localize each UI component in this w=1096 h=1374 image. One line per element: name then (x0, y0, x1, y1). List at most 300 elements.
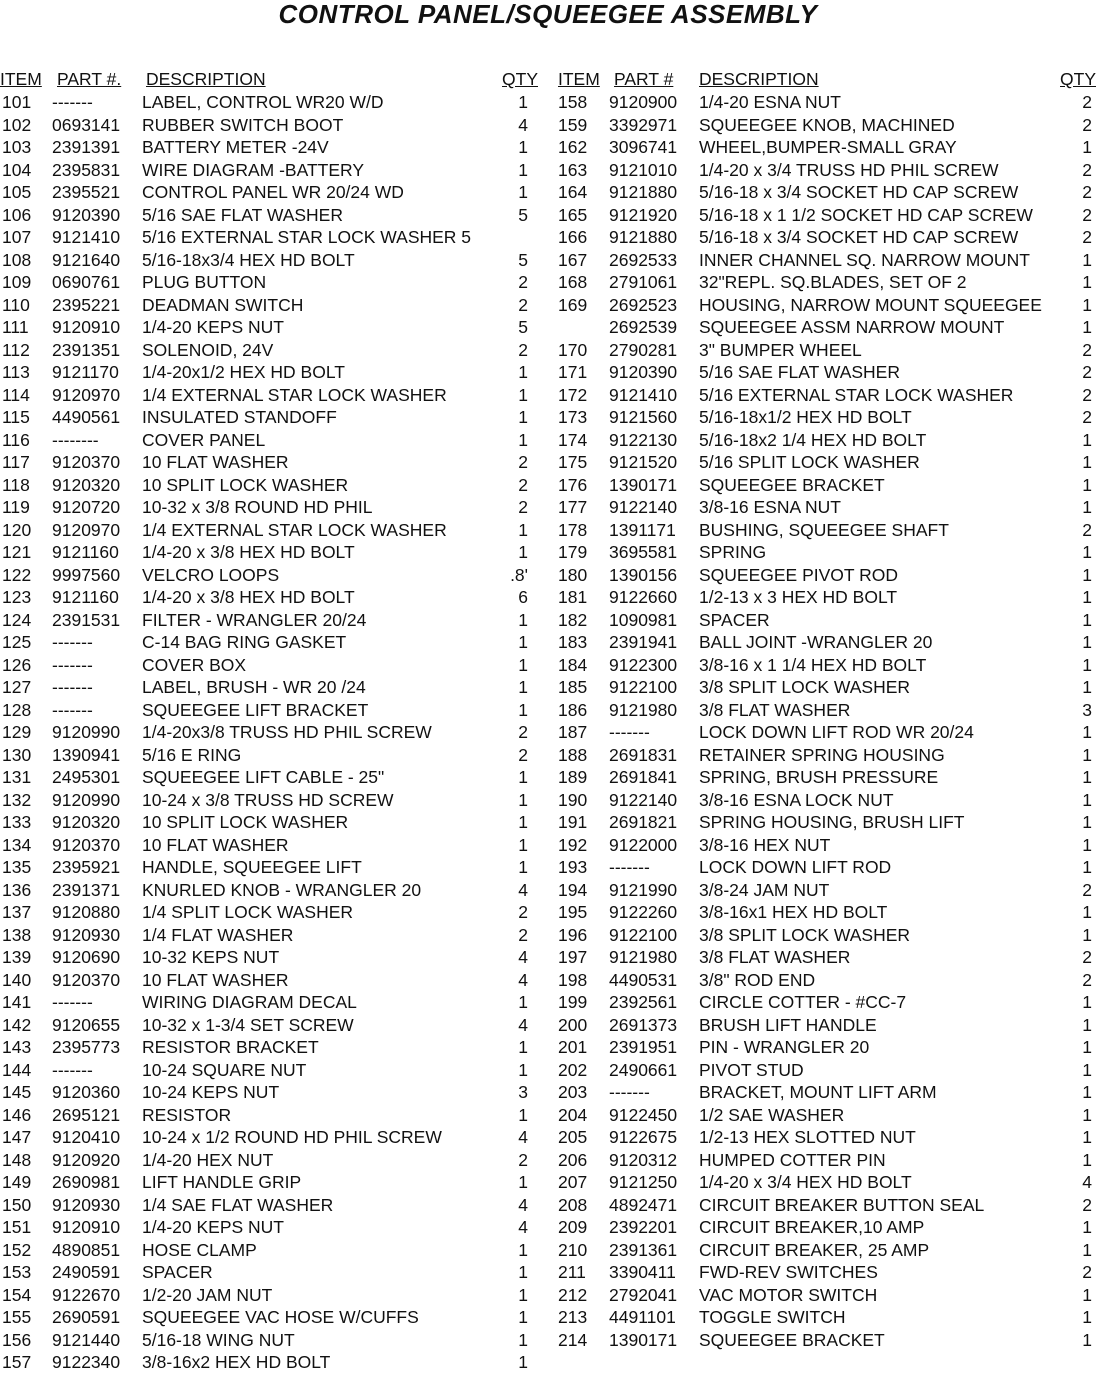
item-number: 149 (2, 1172, 32, 1192)
description: 5/16-18 x 3/4 SOCKET HD CAP SCREW (699, 227, 1019, 247)
quantity: 3 (518, 1082, 528, 1102)
quantity: 1 (1082, 857, 1092, 877)
table-row (556, 361, 1096, 384)
table-header (556, 67, 1096, 91)
description: 3/8-16 HEX NUT (699, 834, 831, 855)
quantity: 2 (518, 294, 528, 315)
item-number: 199 (558, 992, 588, 1012)
description: BATTERY METER -24V (142, 137, 329, 157)
header-item: ITEM (0, 69, 42, 89)
table-row (0, 699, 540, 722)
part-number: 9121980 (609, 699, 678, 720)
quantity: 2 (1082, 384, 1092, 405)
description: 10 SPLIT LOCK WASHER (142, 474, 349, 495)
part-number: 9120720 (52, 497, 121, 517)
part-number: 9122260 (609, 902, 678, 922)
quantity: 1 (518, 677, 528, 697)
part-number: 2392201 (609, 1217, 678, 1237)
part-number: 9122000 (609, 834, 678, 855)
table-row (0, 519, 540, 542)
table-row (556, 1239, 1096, 1262)
quantity: 1 (1082, 924, 1092, 945)
item-number: 213 (558, 1307, 588, 1327)
description: LIFT HANDLE GRIP (142, 1172, 302, 1192)
table-row (556, 114, 1096, 137)
part-number: 9121160 (52, 542, 119, 562)
quantity: 2 (1082, 407, 1092, 427)
quantity: 1 (518, 857, 528, 877)
part-number: 2392561 (609, 992, 678, 1012)
item-number: 137 (2, 902, 32, 922)
description: 3/8-16 x 1 1/4 HEX HD BOLT (699, 654, 927, 675)
description: SQUEEGEE ASSM NARROW MOUNT (699, 317, 1005, 337)
part-number: 9121920 (609, 204, 678, 225)
quantity: 1 (1082, 1104, 1092, 1125)
table-row (556, 676, 1096, 699)
part-number: 9120930 (52, 1194, 121, 1215)
description: INSULATED STANDOFF (142, 407, 337, 427)
part-number: ------- (609, 857, 650, 877)
description: 1/4 SAE FLAT WASHER (142, 1194, 334, 1215)
table-row (556, 136, 1096, 159)
table-row (0, 1329, 540, 1352)
item-number: 187 (558, 722, 588, 742)
description: 1/2-20 JAM NUT (142, 1284, 273, 1305)
quantity: 1 (518, 992, 528, 1012)
description: 1/4-20 x 3/4 TRUSS HD PHIL SCREW (699, 159, 999, 180)
quantity: 1 (1082, 587, 1092, 607)
table-row (556, 946, 1096, 969)
item-number: 214 (558, 1329, 588, 1350)
item-number: 121 (2, 542, 32, 562)
description: SQUEEGEE PIVOT ROD (699, 564, 899, 585)
quantity: 1 (1082, 474, 1092, 495)
table-row (0, 541, 540, 564)
table-row (556, 654, 1096, 677)
quantity: 1 (518, 1104, 528, 1125)
description: SQUEEGEE VAC HOSE W/CUFFS (142, 1307, 419, 1327)
part-number: -------- (52, 429, 99, 450)
item-number: 134 (2, 834, 32, 855)
table-row (556, 969, 1096, 992)
part-number: 2691821 (609, 812, 678, 832)
part-number: 9120360 (52, 1082, 121, 1102)
table-row (0, 1284, 540, 1307)
item-number: 114 (2, 384, 30, 405)
item-number: 202 (558, 1059, 588, 1080)
description: 32"REPL. SQ.BLADES, SET OF 2 (699, 272, 967, 292)
quantity: 1 (1082, 722, 1092, 742)
description: FWD-REV SWITCHES (699, 1262, 878, 1282)
description: BALL JOINT -WRANGLER 20 (699, 632, 933, 652)
description: 5/16-18x2 1/4 HEX HD BOLT (699, 429, 927, 450)
table-row (556, 316, 1096, 339)
item-number: 104 (2, 159, 32, 180)
item-number: 133 (2, 812, 32, 832)
description: 10 FLAT WASHER (142, 969, 289, 990)
part-number: ------- (52, 654, 93, 675)
table-row (556, 1194, 1096, 1217)
part-number: 1090981 (609, 609, 678, 630)
item-number: 165 (558, 204, 588, 225)
description: 1/4-20 x 3/8 HEX HD BOLT (142, 542, 355, 562)
quantity: 2 (1082, 362, 1092, 382)
quantity: 1 (1082, 632, 1092, 652)
quantity: 1 (1082, 452, 1092, 472)
part-number: 3096741 (609, 137, 678, 157)
description: SOLENOID, 24V (142, 339, 274, 360)
description: CIRCUIT BREAKER,10 AMP (699, 1217, 925, 1237)
part-number: 9122450 (609, 1104, 678, 1125)
quantity: 1 (1082, 542, 1092, 562)
part-number: 2391941 (609, 632, 678, 652)
item-number: 177 (558, 497, 588, 517)
part-number: ------- (52, 992, 93, 1012)
description: PIVOT STUD (699, 1059, 804, 1080)
description: 5/16 SPLIT LOCK WASHER (699, 452, 920, 472)
description: 3/8-16 ESNA LOCK NUT (699, 789, 894, 810)
part-number: 9122100 (609, 677, 678, 697)
quantity: 1 (518, 834, 528, 855)
description: HOSE CLAMP (142, 1239, 257, 1260)
description: 1/4 EXTERNAL STAR LOCK WASHER (142, 384, 447, 405)
table-row (556, 1149, 1096, 1172)
quantity: 1 (518, 407, 528, 427)
header-qty: QTY (502, 69, 538, 89)
part-number: ------- (52, 1059, 93, 1080)
description: 1/2-13 HEX SLOTTED NUT (699, 1127, 916, 1147)
quantity: 1 (518, 519, 528, 540)
part-number: 2790281 (609, 339, 678, 360)
item-number: 146 (2, 1104, 32, 1125)
item-number: 151 (2, 1217, 32, 1237)
item-number: 108 (2, 249, 32, 270)
item-number: 112 (2, 339, 30, 360)
item-number: 169 (558, 294, 588, 315)
item-number: 189 (558, 767, 588, 787)
quantity: 2 (1082, 227, 1092, 247)
quantity: 2 (1082, 1194, 1092, 1215)
quantity: 1 (518, 92, 528, 112)
table-row (0, 204, 540, 227)
quantity: 2 (1082, 1262, 1092, 1282)
description: RUBBER SWITCH BOOT (142, 114, 344, 135)
item-number: 150 (2, 1194, 32, 1215)
table-row (0, 316, 540, 339)
quantity: 4 (518, 1217, 528, 1237)
item-number: 139 (2, 947, 32, 967)
item-number: 140 (2, 969, 32, 990)
description: 5/16-18 x 1 1/2 SOCKET HD CAP SCREW (699, 204, 1033, 225)
quantity: 2 (1082, 339, 1092, 360)
item-number: 183 (558, 632, 588, 652)
description: SPRING, BRUSH PRESSURE (699, 767, 939, 787)
description: 1/4 SPLIT LOCK WASHER (142, 902, 354, 922)
table-row (0, 451, 540, 474)
quantity: 2 (1082, 969, 1092, 990)
quantity: 4 (518, 1127, 528, 1147)
part-number: 9120370 (52, 834, 121, 855)
part-number: 1391171 (609, 519, 676, 540)
parts-table-right (556, 67, 1096, 1351)
item-number: 181 (558, 587, 588, 607)
table-row (0, 1239, 540, 1262)
item-number: 155 (2, 1307, 32, 1327)
table-row (556, 159, 1096, 182)
table-row (0, 294, 540, 317)
description: RETAINER SPRING HOUSING (699, 744, 945, 765)
quantity: 1 (518, 1059, 528, 1080)
description: CIRCUIT BREAKER BUTTON SEAL (699, 1194, 985, 1215)
header-part-number: PART # (614, 69, 674, 89)
table-row (0, 564, 540, 587)
quantity: 1 (1082, 564, 1092, 585)
item-number: 198 (558, 969, 588, 990)
part-number: 9120410 (52, 1127, 121, 1147)
description: SQUEEGEE BRACKET (699, 1329, 885, 1350)
item-number: 127 (2, 677, 32, 697)
table-row (0, 271, 540, 294)
table-row (0, 924, 540, 947)
part-number: 4490531 (609, 969, 678, 990)
quantity: 1 (1082, 1217, 1092, 1237)
quantity: 1 (518, 654, 528, 675)
part-number: 9120880 (52, 902, 121, 922)
table-row (556, 834, 1096, 857)
item-number: 178 (558, 519, 588, 540)
table-row (0, 1059, 540, 1082)
description: HANDLE, SQUEEGEE LIFT (142, 857, 362, 877)
part-number: 9120970 (52, 384, 121, 405)
item-number: 126 (2, 654, 32, 675)
table-row (0, 1261, 540, 1284)
page-title: CONTROL PANEL/SQUEEGEE ASSEMBLY (278, 0, 818, 29)
item-number: 194 (558, 879, 588, 900)
table-row (0, 249, 540, 272)
table-row (0, 1081, 540, 1104)
item-number: 110 (2, 294, 30, 315)
part-number: 1390171 (609, 474, 678, 495)
table-row (556, 519, 1096, 542)
description: 3/8-16x1 HEX HD BOLT (699, 902, 888, 922)
item-number: 116 (2, 429, 30, 450)
description: 5/16 EXTERNAL STAR LOCK WASHER 5 (142, 227, 472, 247)
part-number: 9121410 (52, 227, 121, 247)
table-row (556, 1059, 1096, 1082)
description: 10 FLAT WASHER (142, 834, 289, 855)
table-row (0, 1306, 540, 1329)
table-row (556, 1284, 1096, 1307)
quantity: 5 (518, 249, 528, 270)
quantity: 1 (518, 362, 528, 382)
quantity: 1 (1082, 317, 1092, 337)
part-number: 0693141 (52, 114, 121, 135)
quantity: 4 (518, 1014, 528, 1035)
item-number: 182 (558, 609, 588, 630)
part-number: 9121520 (609, 452, 678, 472)
part-number: ------- (609, 1082, 650, 1102)
item-number: 176 (558, 474, 588, 495)
item-number: 107 (2, 227, 32, 247)
description: FILTER - WRANGLER 20/24 (142, 609, 367, 630)
quantity: 5 (518, 204, 528, 225)
table-row (0, 159, 540, 182)
part-number: 9122130 (609, 429, 678, 450)
part-number: 2490591 (52, 1262, 121, 1282)
quantity: 1 (1082, 744, 1092, 765)
description: BUSHING, SQUEEGEE SHAFT (699, 519, 949, 540)
quantity: 1 (518, 182, 528, 202)
item-number: 109 (2, 272, 32, 292)
part-number: 2391371 (52, 879, 121, 900)
part-number: 3392971 (609, 114, 678, 135)
part-number: 2690591 (52, 1307, 121, 1327)
part-number: ------- (52, 632, 93, 652)
description: WIRE DIAGRAM -BATTERY (142, 159, 365, 180)
description: 1/4-20 x 3/8 HEX HD BOLT (142, 587, 355, 607)
table-row (0, 1104, 540, 1127)
table-row (556, 181, 1096, 204)
part-number: 9120390 (609, 362, 678, 382)
quantity: 1 (1082, 1284, 1092, 1305)
quantity: 4 (518, 879, 528, 900)
description: 1/4-20 x 3/4 HEX HD BOLT (699, 1172, 912, 1192)
part-number: 4892471 (609, 1194, 678, 1215)
quantity: 1 (1082, 677, 1092, 697)
description: TOGGLE SWITCH (699, 1307, 846, 1327)
item-number: 131 (2, 767, 32, 787)
table-row (556, 1104, 1096, 1127)
part-number: 9121880 (609, 182, 678, 202)
quantity: 2 (518, 1149, 528, 1170)
quantity: 1 (1082, 1127, 1092, 1147)
table-row (556, 721, 1096, 744)
description: 5/16-18x1/2 HEX HD BOLT (699, 407, 912, 427)
quantity: 1 (518, 1284, 528, 1305)
description: CIRCUIT BREAKER, 25 AMP (699, 1239, 930, 1260)
table-row (0, 631, 540, 654)
quantity: 1 (1082, 609, 1092, 630)
description: BRUSH LIFT HANDLE (699, 1014, 877, 1035)
description: 5/16-18x3/4 HEX HD BOLT (142, 249, 355, 270)
item-number: 175 (558, 452, 588, 472)
description: 3/8 FLAT WASHER (699, 699, 851, 720)
quantity: 1 (518, 1172, 528, 1192)
item-number: 172 (558, 384, 588, 405)
quantity: 2 (518, 924, 528, 945)
table-row (0, 586, 540, 609)
quantity: 4 (518, 947, 528, 967)
table-row (0, 474, 540, 497)
quantity: 1 (518, 1307, 528, 1327)
part-number: 9121160 (52, 587, 119, 607)
part-number: 9120930 (52, 924, 121, 945)
description: RESISTOR (142, 1104, 232, 1125)
description: SPRING HOUSING, BRUSH LIFT (699, 812, 965, 832)
quantity: 1 (1082, 654, 1092, 675)
item-number: 200 (558, 1014, 588, 1035)
item-number: 205 (558, 1127, 588, 1147)
item-number: 174 (558, 429, 588, 450)
table-row (0, 429, 540, 452)
table-row (556, 339, 1096, 362)
table-row (556, 1036, 1096, 1059)
item-number: 129 (2, 722, 32, 742)
description: 3" BUMPER WHEEL (699, 339, 862, 360)
quantity: 1 (518, 609, 528, 630)
table-row (0, 1036, 540, 1059)
quantity: 1 (1082, 834, 1092, 855)
table-row (556, 1261, 1096, 1284)
description: 10-24 SQUARE NUT (142, 1059, 307, 1080)
part-number: 4890851 (52, 1239, 121, 1260)
part-number: 9120910 (52, 1217, 121, 1237)
table-row (556, 789, 1096, 812)
part-number: 1390941 (52, 744, 121, 765)
table-header (0, 67, 540, 91)
description: C-14 BAG RING GASKET (142, 632, 347, 652)
description: KNURLED KNOB - WRANGLER 20 (142, 879, 422, 900)
item-number: 158 (558, 92, 588, 112)
part-number: 9121980 (609, 947, 678, 967)
part-number: 9997560 (52, 564, 121, 585)
description: LOCK DOWN LIFT ROD (699, 857, 892, 877)
part-number: 9121880 (609, 227, 678, 247)
quantity: 2 (518, 902, 528, 922)
part-number: 2691841 (609, 767, 678, 787)
part-number: 1390156 (609, 564, 678, 585)
item-number: 203 (558, 1082, 588, 1102)
table-row (0, 181, 540, 204)
item-number: 122 (2, 564, 32, 585)
description: 1/4 EXTERNAL STAR LOCK WASHER (142, 519, 447, 540)
description: PIN - WRANGLER 20 (699, 1037, 870, 1057)
item-number: 142 (2, 1014, 32, 1035)
part-number: 9122670 (52, 1284, 121, 1305)
description: PLUG BUTTON (142, 272, 267, 292)
header-part-number: PART #. (57, 69, 122, 89)
description: VAC MOTOR SWITCH (699, 1284, 878, 1305)
description: LOCK DOWN LIFT ROD WR 20/24 (699, 722, 974, 742)
quantity: 2 (1082, 879, 1092, 900)
item-number: 166 (558, 227, 588, 247)
description: 10-24 x 1/2 ROUND HD PHIL SCREW (142, 1127, 442, 1147)
part-number: 9121010 (609, 159, 678, 180)
quantity: 1 (1082, 1329, 1092, 1350)
description: SQUEEGEE LIFT BRACKET (142, 699, 369, 720)
item-number: 106 (2, 204, 32, 225)
quantity: 1 (518, 1262, 528, 1282)
quantity: 1 (1082, 294, 1092, 315)
table-row (556, 271, 1096, 294)
description: LABEL, CONTROL WR20 W/D (142, 92, 384, 112)
part-number: 9120312 (609, 1149, 678, 1170)
part-number: 9120990 (52, 789, 121, 810)
item-number: 163 (558, 159, 588, 180)
table-row (556, 879, 1096, 902)
part-number: 9122660 (609, 587, 678, 607)
item-number: 184 (558, 654, 588, 675)
quantity: 1 (1082, 789, 1092, 810)
item-number: 105 (2, 182, 32, 202)
table-row (0, 901, 540, 924)
item-number: 125 (2, 632, 32, 652)
table-row (0, 654, 540, 677)
item-number: 159 (558, 114, 588, 135)
item-number: 207 (558, 1172, 588, 1192)
table-row (556, 451, 1096, 474)
quantity: 1 (1082, 272, 1092, 292)
